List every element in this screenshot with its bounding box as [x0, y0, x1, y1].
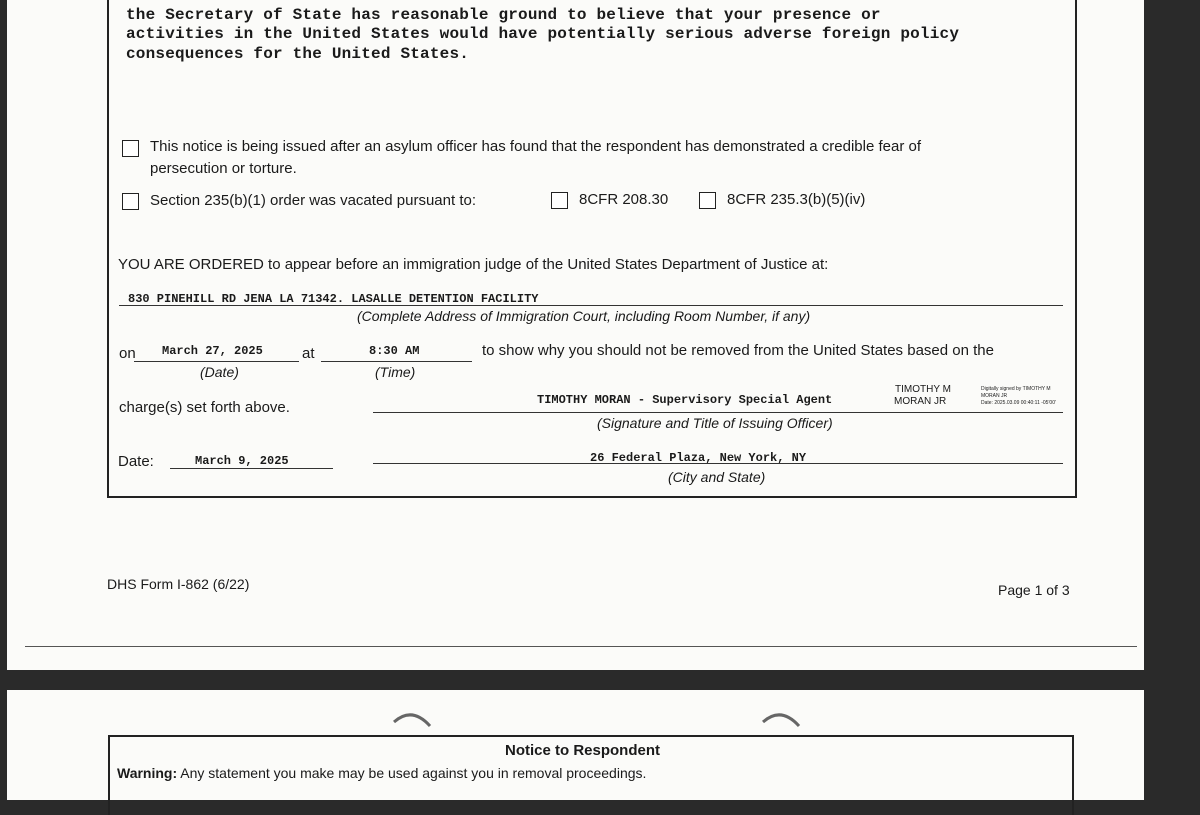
paragraph-line-3: consequences for the United States.	[126, 45, 470, 63]
warning-text: Any statement you make may be used against you in removal proceedings.	[177, 765, 647, 781]
cfr-235-label: 8CFR 235.3(b)(5)(iv)	[727, 191, 866, 208]
document-page-1	[7, 0, 1144, 670]
address-underline	[119, 305, 1063, 306]
paragraph-line-2: activities in the United States would have potentially serious adverse foreign policy	[126, 25, 960, 43]
court-address: 830 PINEHILL RD JENA LA 71342. LASALLE DETENTION FACILITY	[128, 292, 539, 306]
charges-text: charge(s) set forth above.	[119, 399, 290, 416]
page-bottom-rule	[25, 646, 1137, 647]
notice-title: Notice to Respondent	[505, 742, 661, 759]
asylum-checkbox[interactable]	[122, 140, 139, 157]
page-number: Page 1 of 3	[998, 582, 1070, 598]
city-underline	[373, 463, 1063, 464]
address-caption: (Complete Address of Immigration Court, including Room Number, if any)	[357, 308, 811, 324]
form-id: DHS Form I-862 (6/22)	[107, 576, 250, 592]
issue-date: March 9, 2025	[195, 454, 289, 468]
signature-name-line-1: TIMOTHY M	[895, 384, 951, 395]
hearing-time-underline	[321, 361, 472, 362]
hearing-time: 8:30 AM	[369, 344, 420, 358]
vacated-checkbox[interactable]	[122, 193, 139, 210]
order-statement: YOU ARE ORDERED to appear before an immigration judge of the United States Department of Justice at:	[118, 256, 829, 273]
hole-punch-mark-right	[759, 708, 803, 730]
form-frame	[107, 0, 1077, 498]
hearing-date-underline	[134, 361, 299, 362]
cfr-208-label: 8CFR 208.30	[579, 191, 669, 208]
show-why-text: to show why you should not be removed from the United States based on the	[482, 342, 994, 359]
vacated-label: Section 235(b)(1) order was vacated pursuant to:	[150, 192, 477, 209]
document-page-2	[7, 690, 1144, 800]
hole-punch-mark-left	[390, 708, 434, 730]
signature-name-line-2: MORAN JR	[894, 396, 947, 407]
digital-signature-line-2: MORAN JR	[981, 393, 1008, 399]
at-label: at	[302, 345, 315, 362]
issue-city: 26 Federal Plaza, New York, NY	[590, 451, 807, 465]
asylum-notice-line-1: This notice is being issued after an asylum officer has found that the respondent has demonstrated a credible fear of	[150, 138, 922, 155]
paragraph-line-1: the Secretary of State has reasonable ground to believe that your presence or	[126, 6, 881, 24]
issue-date-underline	[170, 468, 333, 469]
signature-underline	[373, 412, 1063, 413]
warning-label: Warning:	[117, 765, 178, 781]
issue-date-label: Date:	[118, 453, 154, 470]
digital-signature-line-3: Date: 2025.03.09 00:40:11 -05'00'	[981, 400, 1056, 406]
officer-name-title: TIMOTHY MORAN - Supervisory Special Agent	[537, 393, 833, 407]
date-caption: (Date)	[200, 364, 239, 380]
digital-signature-line-1: Digitally signed by TIMOTHY M	[981, 386, 1051, 392]
notice-warning	[117, 765, 646, 781]
on-label: on	[119, 345, 136, 362]
hearing-date: March 27, 2025	[162, 344, 263, 358]
cfr-208-checkbox[interactable]	[551, 192, 568, 209]
city-caption: (City and State)	[668, 469, 766, 485]
cfr-235-checkbox[interactable]	[699, 192, 716, 209]
time-caption: (Time)	[375, 364, 416, 380]
asylum-notice-line-2: persecution or torture.	[150, 160, 297, 177]
signature-caption: (Signature and Title of Issuing Officer)	[597, 415, 833, 431]
